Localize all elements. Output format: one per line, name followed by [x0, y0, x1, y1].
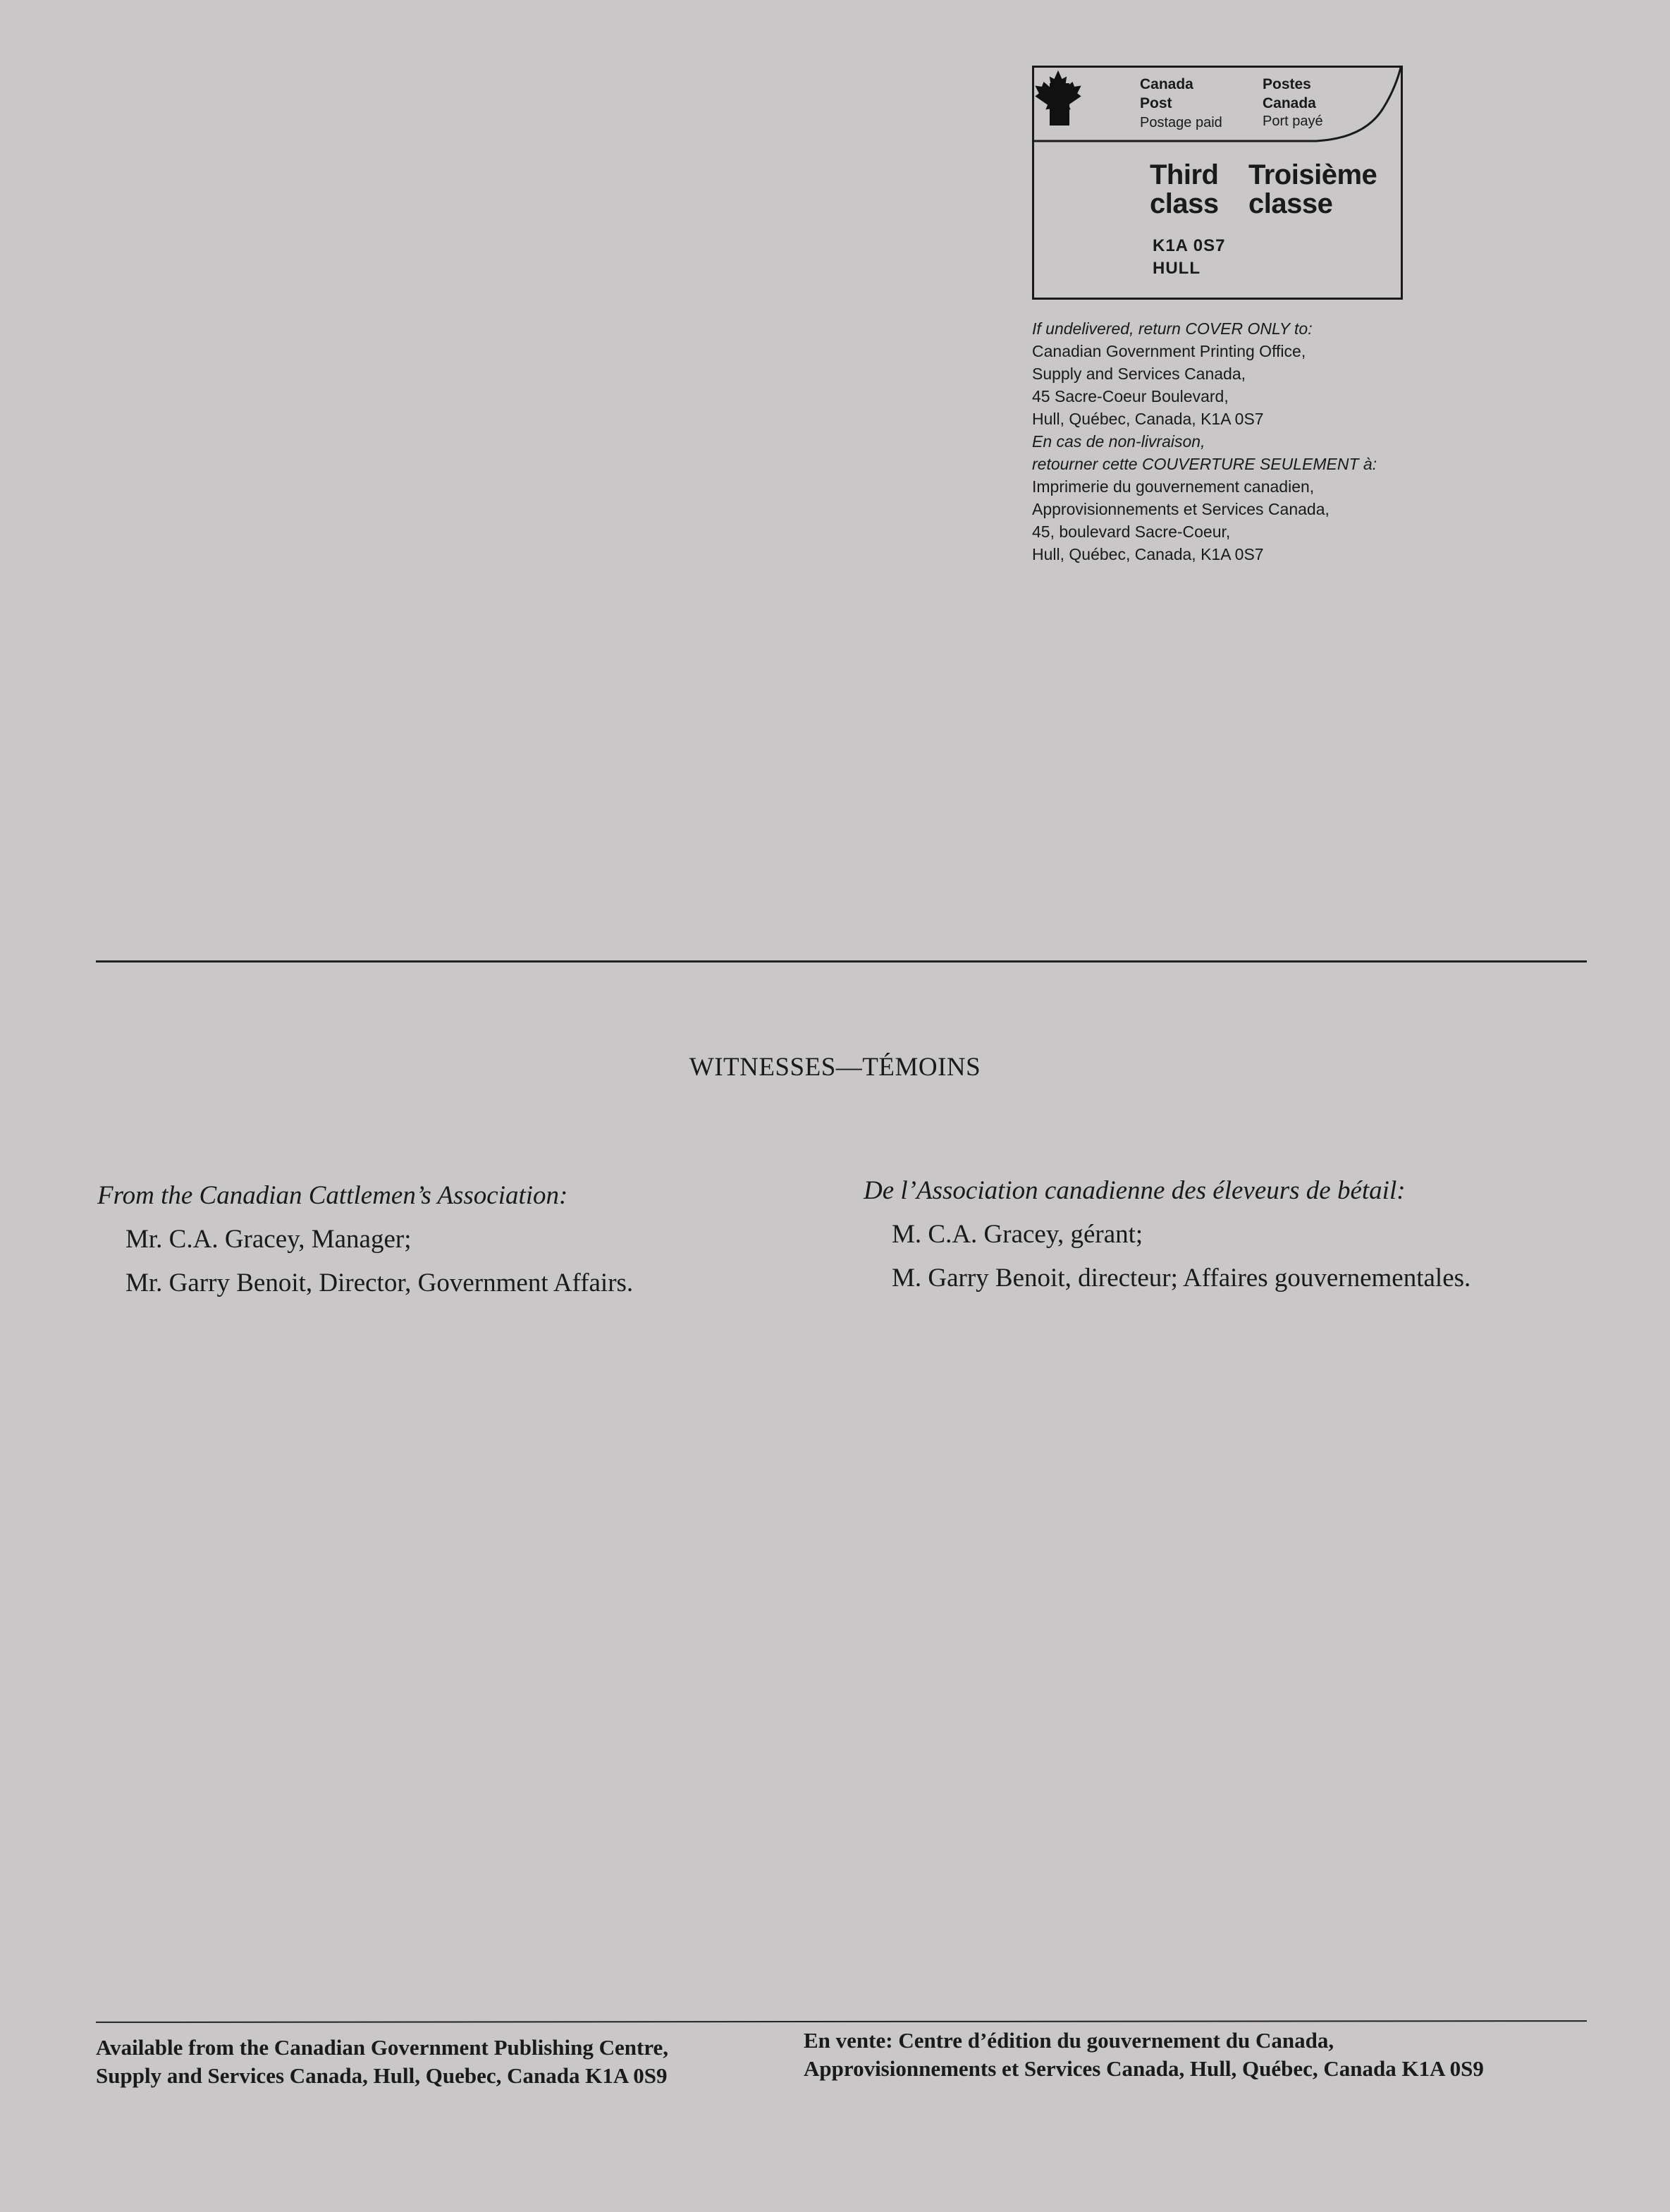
witness-org-heading-en: From the Canadian Cattlemen’s Association: [97, 1181, 568, 1210]
section-divider [96, 960, 1587, 963]
return-line-fr: 45, boulevard Sacre-Coeur, [1032, 523, 1231, 541]
indicia-city: HULL [1153, 259, 1201, 278]
witnesses-english [97, 1174, 845, 1305]
indicia-postage-paid: Postage paid [1140, 115, 1222, 130]
return-line-fr: En cas de non-livraison, [1032, 432, 1205, 451]
witness-item: M. Garry Benoit, directeur; Affaires gouvernementales. [892, 1264, 1471, 1293]
return-line-en: Supply and Services Canada, [1032, 365, 1246, 383]
witnesses-title: WITNESSES—TÉMOINS [689, 1053, 981, 1082]
indicia-port-paye: Port payé [1263, 114, 1323, 129]
indicia-divider-curve [1034, 68, 1401, 144]
indicia-header [1034, 68, 1401, 144]
return-address [1032, 317, 1497, 566]
indicia-postes-fr: Postes [1263, 76, 1311, 92]
indicia-canada-fr: Canada [1263, 95, 1316, 111]
indicia-canada-en: Canada [1140, 76, 1193, 92]
witness-org-heading-fr: De l’Association canadienne des éleveurs de bétail: [864, 1176, 1406, 1205]
witness-item: Mr. C.A. Gracey, Manager; [125, 1225, 412, 1254]
mail-class-fr: Troisième classe [1248, 159, 1377, 219]
return-line-fr: Imprimerie du gouvernement canadien, [1032, 477, 1315, 496]
mail-class-en: Third class [1150, 159, 1219, 219]
return-line-fr: retourner cette COUVERTURE SEULEMENT à: [1032, 455, 1377, 473]
return-line-en: If undelivered, return COVER ONLY to: [1032, 319, 1313, 338]
indicia-post-en: Post [1140, 95, 1172, 111]
witness-item: M. C.A. Gracey, gérant; [892, 1220, 1143, 1249]
witnesses-french [864, 1169, 1646, 1300]
availability-english: Available from the Canadian Government Publishing Centre, Supply and Services Canada, Hull, Quebec, Canada K1A 0S9 [96, 2035, 669, 2088]
availability-french: En vente: Centre d’édition du gouvernement du Canada, Approvisionnements et Services Canada, Hull, Québec, Canada K1A 0S9 [804, 2028, 1484, 2081]
return-line-en: 45 Sacre-Coeur Boulevard, [1032, 387, 1229, 405]
return-line-en: Canadian Government Printing Office, [1032, 342, 1306, 360]
witness-item: Mr. Garry Benoit, Director, Government Affairs. [125, 1269, 634, 1297]
postage-indicia [1032, 66, 1403, 300]
indicia-postal-code: K1A 0S7 [1153, 236, 1226, 255]
return-line-fr: Approvisionnements et Services Canada, [1032, 500, 1330, 518]
maple-leaf-icon [1034, 68, 1082, 117]
return-line-en: Hull, Québec, Canada, K1A 0S7 [1032, 410, 1264, 428]
footer-divider [96, 2020, 1587, 2023]
return-line-fr: Hull, Québec, Canada, K1A 0S7 [1032, 545, 1264, 563]
